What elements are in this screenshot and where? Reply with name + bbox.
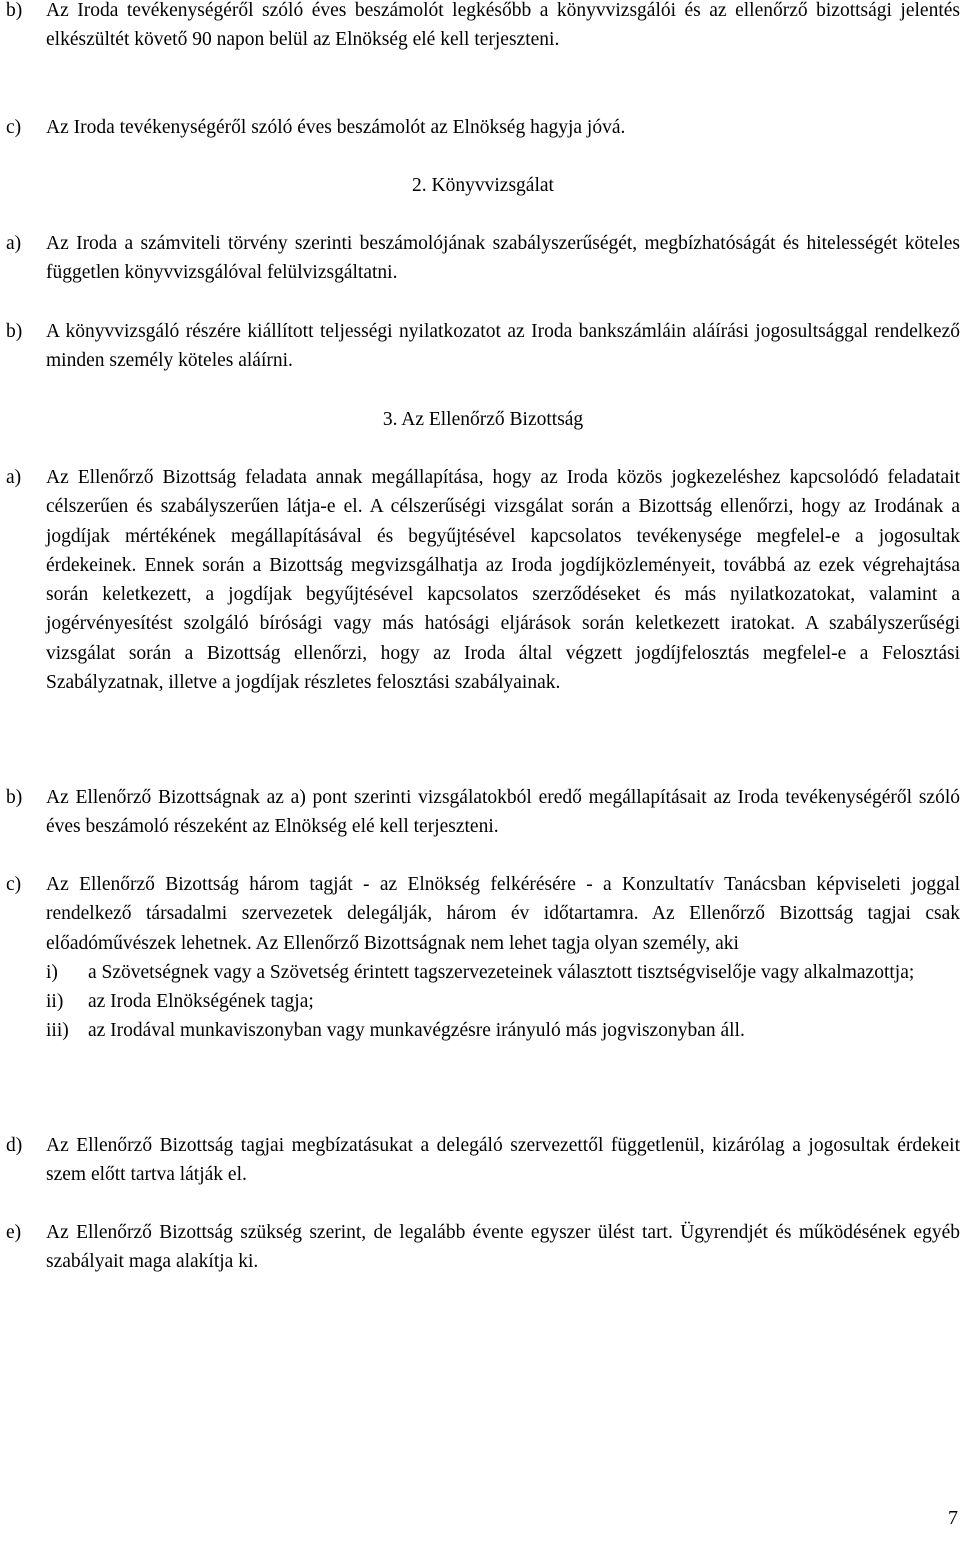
- paragraph-text: Az Iroda tevékenységéről szóló éves beszámolót az Elnökség hagyja jóvá.: [46, 117, 626, 138]
- item-label: c): [6, 874, 22, 895]
- sub-item-label: i): [46, 961, 58, 983]
- paragraph-text: Az Iroda a számviteli törvény szerinti beszámolójának szabályszerűségét, megbízhatóságát és hitelességét köteles független könyvvizsgálóval felülvizsgáltatni.: [46, 233, 960, 284]
- item-label: e): [6, 1222, 22, 1243]
- paragraph-3e: [6, 1218, 960, 1277]
- sub-item-iii: [46, 1016, 960, 1045]
- item-label: c): [6, 117, 22, 138]
- paragraph-1b: [6, 0, 960, 55]
- sub-item-text: az Irodával munkaviszonyban vagy munkavégzésre irányuló más jogviszonyban áll.: [88, 1020, 745, 1042]
- paragraph-text: Az Ellenőrző Bizottság szükség szerint, de legalább évente egyszer ülést tart. Ügyrendjét és működésének egyéb szabályait maga alakítja ki.: [46, 1222, 960, 1273]
- paragraph-3c: [6, 870, 960, 1046]
- page-number: 7: [948, 1507, 958, 1529]
- sub-item-ii: [46, 987, 960, 1016]
- sub-item-text: a Szövetségnek vagy a Szövetség érintett tagszervezeteinek választott tisztségviselője vagy alkalmazottja;: [88, 961, 915, 983]
- item-label: b): [6, 787, 23, 808]
- item-label: a): [6, 233, 22, 254]
- paragraph-text: Az Ellenőrző Bizottság feladata annak megállapítása, hogy az Iroda közös jogkezeléshez kapcsolódó feladatait célszerűen és szabályszerűen látja-e el. A célszerűségi vizsgálat során a Bizottság ellenőrzi, hogy az Irodának a jogdíjak mértékének megállapításával és begyűjtésével kapcsolatos tevékenysége megfelel-e a jogosultak érdekeinek. Ennek során a Bizottság megvizsgálhatja az Iroda jogdíjközleményeit, továbbá az ezek végrehajtása során keletkezett, a jogdíjak begyűjtésével kapcsolatos szerződéseket és más nyilatkozatokat, valamint a jogérvényesítést szolgáló bírósági vagy más hatósági eljárások során keletkezett iratokat. A szabályszerűségi vizsgálat során a Bizottság ellenőrzi, hogy az Iroda által végzett jogdíjfelosztás megfelel-e a Felosztási Szabályzatnak, illetve a jogdíjak részletes felosztási szabályainak.: [46, 467, 960, 694]
- paragraph-body: [46, 870, 960, 1046]
- section-heading-3: 3. Az Ellenőrző Bizottság: [382, 409, 584, 430]
- item-label: d): [6, 1135, 23, 1156]
- paragraph-2b: [6, 317, 960, 376]
- sub-item-i: [46, 958, 960, 987]
- sub-item-label: iii): [46, 1020, 69, 1042]
- paragraph-1c: [6, 113, 960, 142]
- paragraph-text: Az Ellenőrző Bizottság tagjai megbízatásukat a delegáló szervezettől függetlenül, kizárólag a jogosultak érdekeit szem előtt tartva látják el.: [46, 1135, 960, 1186]
- paragraph-2a: [6, 229, 960, 288]
- paragraph-text: A könyvvizsgáló részére kiállított teljességi nyilatkozatot az Iroda bankszámláin aláírási jogosultsággal rendelkező minden személy köteles aláírni.: [46, 321, 960, 372]
- sub-item-text: az Iroda Elnökségének tagja;: [88, 991, 314, 1013]
- item-label: b): [6, 321, 23, 342]
- sub-item-label: ii): [46, 991, 64, 1013]
- paragraph-text: Az Ellenőrző Bizottságnak az a) pont szerinti vizsgálatokból eredő megállapításait az Iroda tevékenységéről szóló éves beszámoló részeként az Elnökség elé kell terjeszteni.: [46, 787, 960, 838]
- item-label: a): [6, 467, 22, 488]
- paragraph-3d: [6, 1131, 960, 1190]
- section-heading-2: 2. Könyvvizsgálat: [412, 175, 554, 196]
- paragraph-3b: [6, 783, 960, 842]
- paragraph-text: Az Ellenőrző Bizottság három tagját - az Elnökség felkérésére - a Konzultatív Tanácsban képviseleti joggal rendelkező társadalmi szervezetek delegálják, három év időtartamra. Az Ellenőrző Bizottság tagjai csak előadóművészek lehetnek. Az Ellenőrző Bizottságnak nem lehet tagja olyan személy, aki: [46, 874, 960, 954]
- paragraph-3a: [6, 463, 960, 697]
- item-label: b): [6, 0, 23, 21]
- paragraph-text: Az Iroda tevékenységéről szóló éves beszámolót legkésőbb a könyvvizsgálói és az ellenőrző bizottsági jelentés elkészültét követő 90 napon belül az Elnökség elé kell terjeszteni.: [46, 0, 960, 51]
